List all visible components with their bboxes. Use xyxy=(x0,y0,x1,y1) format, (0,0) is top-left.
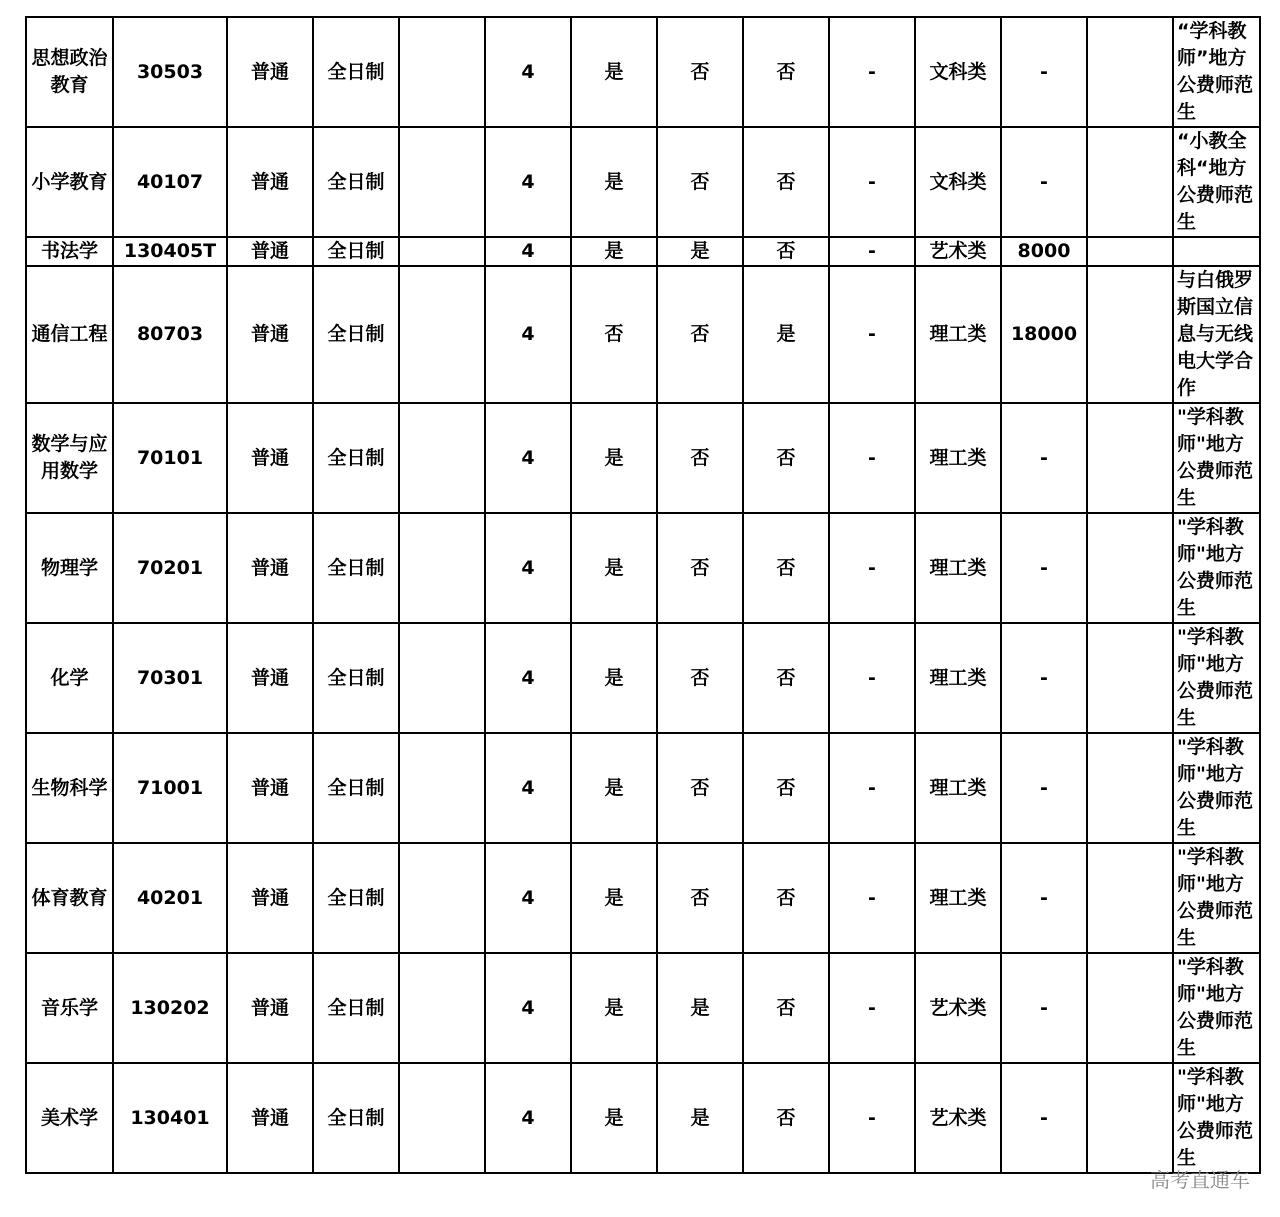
years-cell: 4 xyxy=(485,266,571,403)
note-cell: 与白俄罗斯国立信息与无线电大学合作 xyxy=(1173,266,1260,403)
blank-cell xyxy=(399,237,485,266)
note-cell xyxy=(1173,237,1260,266)
type-cell: 普通 xyxy=(227,733,313,843)
type-cell: 普通 xyxy=(227,843,313,953)
table-row xyxy=(26,237,1260,266)
fee-cell: - xyxy=(1001,403,1087,513)
major-name-cell: 美术学 xyxy=(26,1063,113,1173)
major-code-cell: 40201 xyxy=(113,843,227,953)
blank-cell xyxy=(399,623,485,733)
years-cell: 4 xyxy=(485,843,571,953)
blank-cell xyxy=(399,953,485,1063)
flag-4-cell: - xyxy=(829,17,915,127)
flag-2-cell: 否 xyxy=(657,513,743,623)
empty-cell xyxy=(1087,403,1173,513)
major-code-cell: 130401 xyxy=(113,1063,227,1173)
flag-2-cell: 否 xyxy=(657,623,743,733)
type-cell: 普通 xyxy=(227,403,313,513)
major-name-cell: 化学 xyxy=(26,623,113,733)
category-cell: 理工类 xyxy=(915,403,1001,513)
note-cell: "学科教师"地方公费师范生 xyxy=(1173,953,1260,1063)
years-cell: 4 xyxy=(485,623,571,733)
note-cell: "学科教师"地方公费师范生 xyxy=(1173,733,1260,843)
fee-cell: - xyxy=(1001,953,1087,1063)
flag-1-cell: 否 xyxy=(571,266,657,403)
flag-4-cell: - xyxy=(829,403,915,513)
category-cell: 文科类 xyxy=(915,127,1001,237)
flag-1-cell: 是 xyxy=(571,513,657,623)
years-cell: 4 xyxy=(485,953,571,1063)
table-body xyxy=(26,17,1260,1173)
fee-cell: - xyxy=(1001,1063,1087,1173)
years-cell: 4 xyxy=(485,733,571,843)
flag-2-cell: 否 xyxy=(657,127,743,237)
flag-3-cell: 否 xyxy=(743,17,829,127)
flag-3-cell: 否 xyxy=(743,953,829,1063)
study-form-cell: 全日制 xyxy=(313,237,399,266)
flag-3-cell: 否 xyxy=(743,513,829,623)
major-code-cell: 70201 xyxy=(113,513,227,623)
empty-cell xyxy=(1087,237,1173,266)
study-form-cell: 全日制 xyxy=(313,513,399,623)
flag-4-cell: - xyxy=(829,266,915,403)
major-name-cell: 思想政治教育 xyxy=(26,17,113,127)
flag-2-cell: 是 xyxy=(657,1063,743,1173)
blank-cell xyxy=(399,1063,485,1173)
type-cell: 普通 xyxy=(227,17,313,127)
blank-cell xyxy=(399,733,485,843)
years-cell: 4 xyxy=(485,403,571,513)
study-form-cell: 全日制 xyxy=(313,17,399,127)
flag-1-cell: 是 xyxy=(571,1063,657,1173)
flag-3-cell: 是 xyxy=(743,266,829,403)
blank-cell xyxy=(399,17,485,127)
table-row xyxy=(26,733,1260,843)
blank-cell xyxy=(399,127,485,237)
flag-4-cell: - xyxy=(829,237,915,266)
flag-1-cell: 是 xyxy=(571,403,657,513)
fee-cell: 18000 xyxy=(1001,266,1087,403)
note-cell: "学科教师"地方公费师范生 xyxy=(1173,623,1260,733)
study-form-cell: 全日制 xyxy=(313,843,399,953)
blank-cell xyxy=(399,403,485,513)
category-cell: 艺术类 xyxy=(915,1063,1001,1173)
empty-cell xyxy=(1087,953,1173,1063)
flag-3-cell: 否 xyxy=(743,1063,829,1173)
note-cell: “学科教师”地方公费师范生 xyxy=(1173,17,1260,127)
flag-2-cell: 否 xyxy=(657,266,743,403)
flag-3-cell: 否 xyxy=(743,127,829,237)
study-form-cell: 全日制 xyxy=(313,127,399,237)
note-cell: “小教全科“地方公费师范生 xyxy=(1173,127,1260,237)
fee-cell: - xyxy=(1001,843,1087,953)
flag-2-cell: 否 xyxy=(657,403,743,513)
flag-1-cell: 是 xyxy=(571,237,657,266)
empty-cell xyxy=(1087,266,1173,403)
flag-1-cell: 是 xyxy=(571,733,657,843)
type-cell: 普通 xyxy=(227,953,313,1063)
table-row xyxy=(26,403,1260,513)
fee-cell: - xyxy=(1001,17,1087,127)
major-name-cell: 小学教育 xyxy=(26,127,113,237)
flag-3-cell: 否 xyxy=(743,403,829,513)
major-code-cell: 70301 xyxy=(113,623,227,733)
type-cell: 普通 xyxy=(227,237,313,266)
flag-2-cell: 否 xyxy=(657,733,743,843)
flag-1-cell: 是 xyxy=(571,843,657,953)
study-form-cell: 全日制 xyxy=(313,953,399,1063)
years-cell: 4 xyxy=(485,513,571,623)
table-row xyxy=(26,623,1260,733)
major-name-cell: 音乐学 xyxy=(26,953,113,1063)
note-cell: "学科教师"地方公费师范生 xyxy=(1173,513,1260,623)
flag-3-cell: 否 xyxy=(743,733,829,843)
note-cell: "学科教师"地方公费师范生 xyxy=(1173,403,1260,513)
flag-3-cell: 否 xyxy=(743,843,829,953)
category-cell: 理工类 xyxy=(915,733,1001,843)
flag-2-cell: 是 xyxy=(657,237,743,266)
major-code-cell: 80703 xyxy=(113,266,227,403)
table-row xyxy=(26,953,1260,1063)
empty-cell xyxy=(1087,733,1173,843)
major-code-cell: 40107 xyxy=(113,127,227,237)
table-row xyxy=(26,266,1260,403)
years-cell: 4 xyxy=(485,237,571,266)
category-cell: 艺术类 xyxy=(915,237,1001,266)
flag-4-cell: - xyxy=(829,127,915,237)
category-cell: 理工类 xyxy=(915,266,1001,403)
empty-cell xyxy=(1087,17,1173,127)
major-code-cell: 71001 xyxy=(113,733,227,843)
type-cell: 普通 xyxy=(227,1063,313,1173)
fee-cell: - xyxy=(1001,513,1087,623)
table-row xyxy=(26,843,1260,953)
watermark: 高考直通车 xyxy=(1150,1168,1250,1192)
fee-cell: 8000 xyxy=(1001,237,1087,266)
flag-4-cell: - xyxy=(829,623,915,733)
major-name-cell: 通信工程 xyxy=(26,266,113,403)
table-row xyxy=(26,127,1260,237)
table-row xyxy=(26,17,1260,127)
type-cell: 普通 xyxy=(227,266,313,403)
type-cell: 普通 xyxy=(227,513,313,623)
empty-cell xyxy=(1087,623,1173,733)
category-cell: 理工类 xyxy=(915,843,1001,953)
category-cell: 艺术类 xyxy=(915,953,1001,1063)
category-cell: 理工类 xyxy=(915,623,1001,733)
major-name-cell: 生物科学 xyxy=(26,733,113,843)
fee-cell: - xyxy=(1001,733,1087,843)
flag-1-cell: 是 xyxy=(571,623,657,733)
study-form-cell: 全日制 xyxy=(313,733,399,843)
major-code-cell: 70101 xyxy=(113,403,227,513)
major-code-cell: 130405T xyxy=(113,237,227,266)
table-row xyxy=(26,513,1260,623)
flag-4-cell: - xyxy=(829,1063,915,1173)
flag-4-cell: - xyxy=(829,843,915,953)
empty-cell xyxy=(1087,513,1173,623)
empty-cell xyxy=(1087,1063,1173,1173)
flag-3-cell: 否 xyxy=(743,623,829,733)
fee-cell: - xyxy=(1001,623,1087,733)
flag-2-cell: 是 xyxy=(657,953,743,1063)
study-form-cell: 全日制 xyxy=(313,623,399,733)
note-cell: "学科教师"地方公费师范生 xyxy=(1173,1063,1260,1173)
flag-1-cell: 是 xyxy=(571,17,657,127)
flag-4-cell: - xyxy=(829,513,915,623)
major-code-cell: 130202 xyxy=(113,953,227,1063)
years-cell: 4 xyxy=(485,17,571,127)
empty-cell xyxy=(1087,843,1173,953)
fee-cell: - xyxy=(1001,127,1087,237)
study-form-cell: 全日制 xyxy=(313,403,399,513)
flag-4-cell: - xyxy=(829,733,915,843)
major-code-cell: 30503 xyxy=(113,17,227,127)
category-cell: 文科类 xyxy=(915,17,1001,127)
majors-table xyxy=(25,16,1261,1174)
flag-3-cell: 否 xyxy=(743,237,829,266)
blank-cell xyxy=(399,513,485,623)
major-name-cell: 物理学 xyxy=(26,513,113,623)
blank-cell xyxy=(399,843,485,953)
note-cell: "学科教师"地方公费师范生 xyxy=(1173,843,1260,953)
flag-1-cell: 是 xyxy=(571,127,657,237)
flag-1-cell: 是 xyxy=(571,953,657,1063)
table-row xyxy=(26,1063,1260,1173)
empty-cell xyxy=(1087,127,1173,237)
flag-2-cell: 否 xyxy=(657,17,743,127)
years-cell: 4 xyxy=(485,1063,571,1173)
years-cell: 4 xyxy=(485,127,571,237)
blank-cell xyxy=(399,266,485,403)
major-name-cell: 数学与应用数学 xyxy=(26,403,113,513)
major-name-cell: 体育教育 xyxy=(26,843,113,953)
major-name-cell: 书法学 xyxy=(26,237,113,266)
type-cell: 普通 xyxy=(227,623,313,733)
flag-4-cell: - xyxy=(829,953,915,1063)
study-form-cell: 全日制 xyxy=(313,1063,399,1173)
study-form-cell: 全日制 xyxy=(313,266,399,403)
type-cell: 普通 xyxy=(227,127,313,237)
category-cell: 理工类 xyxy=(915,513,1001,623)
flag-2-cell: 否 xyxy=(657,843,743,953)
